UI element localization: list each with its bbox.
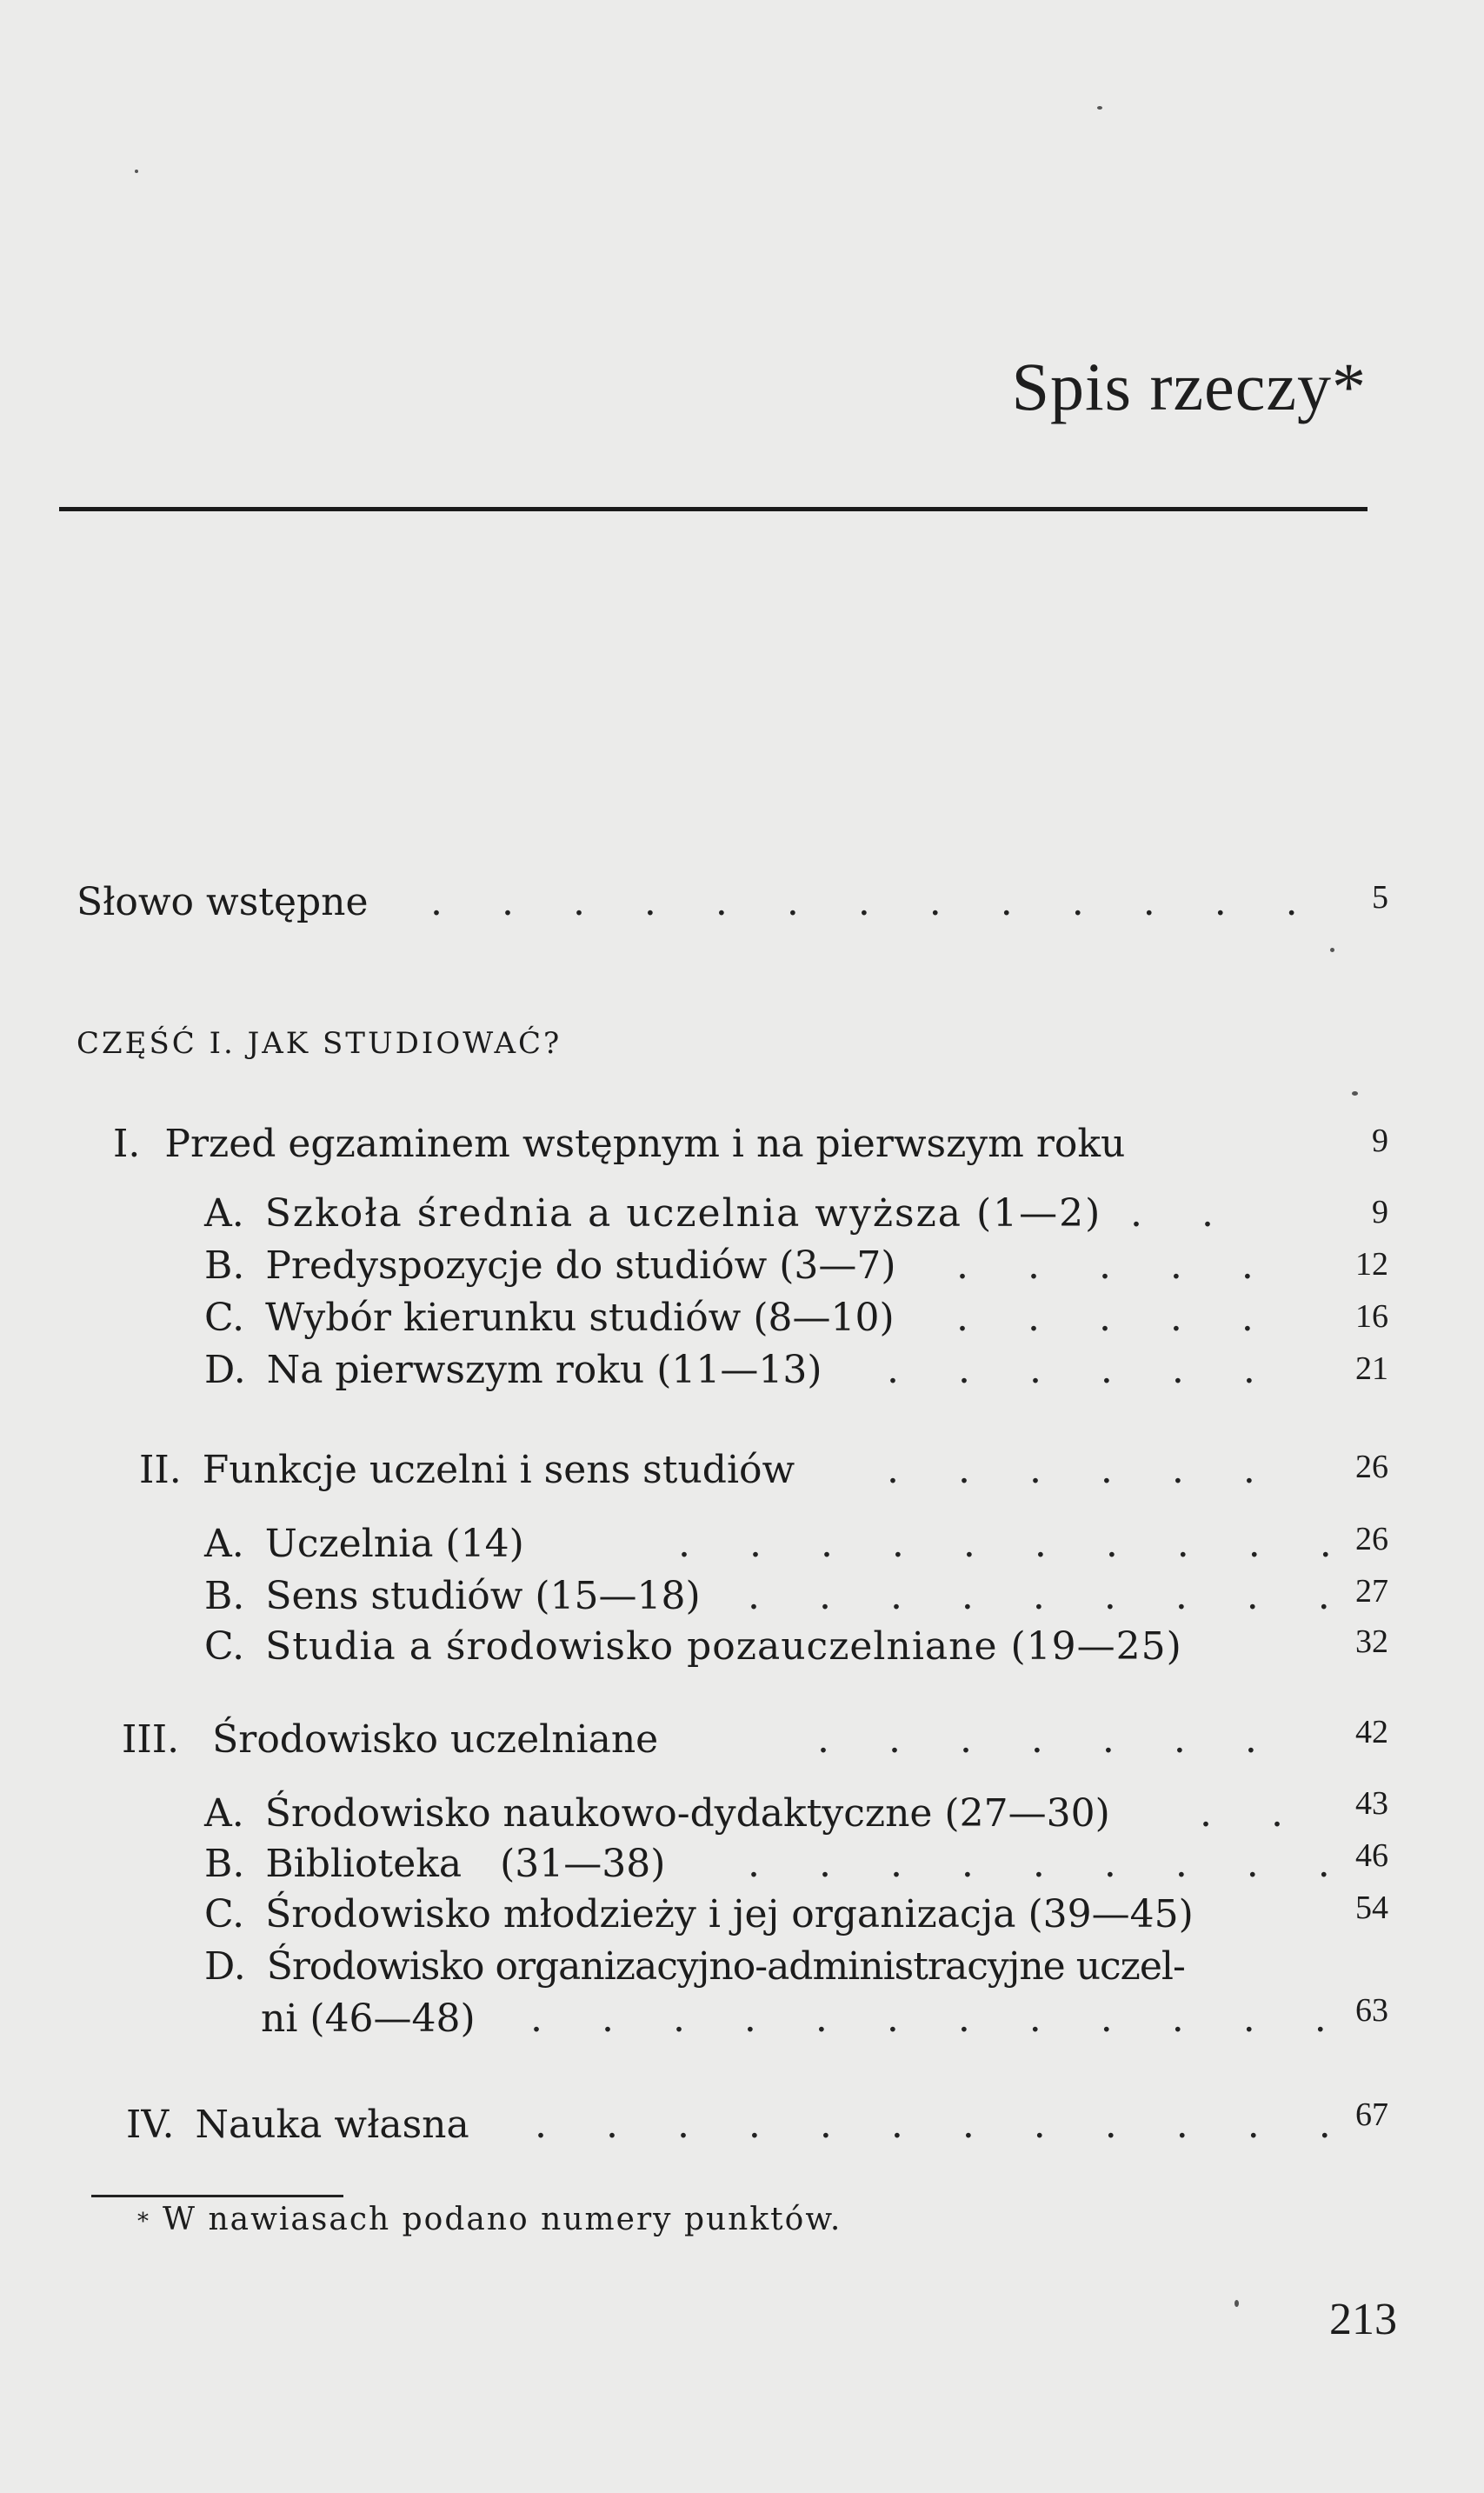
- part-heading: CZĘŚĆ I. JAK STUDIOWAĆ?: [77, 1026, 562, 1061]
- dot-leader: . . . . . . . . . . . .: [535, 2103, 1354, 2147]
- toc-chapter: [126, 2103, 469, 2147]
- section-letter: A.: [204, 1791, 244, 1836]
- toc-page-number: 54: [1355, 1890, 1388, 1926]
- section-letter: A.: [204, 1191, 244, 1236]
- toc-page-number: 12: [1355, 1246, 1388, 1283]
- scan-speck: [1097, 106, 1102, 110]
- toc-entry-label: Słowo wstępne: [77, 880, 369, 924]
- chapter-numeral: IV.: [126, 2103, 175, 2147]
- chapter-title: Środowisko uczelniane: [212, 1717, 659, 1762]
- toc-page-number: 42: [1355, 1714, 1388, 1750]
- section-title: Sens studiów (15—18): [265, 1574, 701, 1618]
- section-title: Szkoła średnia a uczelnia wyższa (1—2): [264, 1191, 1102, 1236]
- toc-page-number: 32: [1355, 1623, 1388, 1660]
- section-title: Studia a środowisko pozauczelniane (19—25): [265, 1624, 1182, 1669]
- chapter-numeral: I.: [113, 1122, 141, 1166]
- dot-leader: . . . . . . .: [817, 1717, 1281, 1762]
- toc-page-number: 27: [1355, 1573, 1388, 1610]
- toc-page-number: 9: [1372, 1123, 1388, 1159]
- toc-chapter: [122, 1717, 658, 1762]
- section-title: Środowisko naukowo-dydaktyczne (27—30): [264, 1791, 1110, 1836]
- chapter-numeral: III.: [122, 1717, 180, 1762]
- dot-leader: . . . . . . . . .: [748, 1574, 1354, 1618]
- section-title: Biblioteka (31—38): [265, 1842, 666, 1886]
- dot-leader: . . . . .: [956, 1296, 1277, 1340]
- scan-speck: [1234, 2300, 1239, 2307]
- toc-page-number: 9: [1372, 1194, 1388, 1230]
- chapter-title: Przed egzaminem wstępnym i na pierwszym roku: [164, 1122, 1126, 1166]
- toc-section: [204, 1944, 1185, 1989]
- toc-page-number: 16: [1355, 1298, 1388, 1335]
- section-letter: C.: [204, 1892, 245, 1936]
- dot-leader: . . . . . .: [887, 1348, 1279, 1392]
- toc-section: [204, 1348, 822, 1392]
- toc-section: [204, 1191, 1101, 1236]
- scan-speck: [135, 170, 138, 173]
- dot-leader: . . . . . . . . . . . . .: [430, 880, 1321, 924]
- toc-section: [204, 1574, 701, 1618]
- footnote-mark: *: [137, 2209, 150, 2235]
- chapter-title: Nauka własna: [195, 2103, 469, 2147]
- section-letter: B.: [204, 1842, 245, 1886]
- page-title: Spis rzeczy*: [1011, 349, 1367, 424]
- dot-leader: . . . . . . . . . . . .: [530, 1996, 1350, 2041]
- footnote-rule: [91, 2195, 343, 2197]
- section-letter: C.: [204, 1624, 245, 1669]
- toc-section: [204, 1296, 895, 1340]
- dot-leader: . . . . . . . . .: [748, 1842, 1354, 1886]
- section-letter: C.: [204, 1296, 245, 1340]
- toc-page-number: 46: [1355, 1837, 1388, 1874]
- toc-section: [204, 1624, 1182, 1669]
- section-title-continuation: ni (46—48): [261, 1996, 476, 2041]
- section-letter: B.: [204, 1243, 245, 1288]
- dot-leader: . .: [1130, 1191, 1237, 1236]
- chapter-title: Funkcje uczelni i sens studiów: [202, 1448, 795, 1492]
- toc-page-number: 26: [1355, 1521, 1388, 1557]
- page-number: 213: [1329, 2295, 1397, 2344]
- section-title: Środowisko organizacyjno-administracyjne uczel-: [266, 1944, 1185, 1989]
- toc-page-number: 43: [1355, 1785, 1388, 1822]
- section-letter: D.: [204, 1944, 246, 1989]
- toc-page-number: 21: [1355, 1350, 1388, 1387]
- section-title: Uczelnia (14): [264, 1522, 524, 1566]
- section-letter: D.: [204, 1348, 246, 1392]
- footnote-text: W nawiasach podano numery punktów.: [163, 2202, 842, 2237]
- dot-leader: . .: [1200, 1791, 1307, 1836]
- dot-leader: . . . . . .: [887, 1448, 1279, 1492]
- toc-page-number: 67: [1355, 2096, 1388, 2133]
- toc-section: [204, 1791, 1110, 1836]
- section-title: Wybór kierunku studiów (8—10): [265, 1296, 895, 1340]
- scan-speck: [1330, 948, 1334, 952]
- footnote: [137, 2202, 842, 2237]
- section-title: Środowisko młodzieży i jej organizacja (39—45): [265, 1892, 1194, 1936]
- section-title: Predyspozycje do studiów (3—7): [265, 1243, 896, 1288]
- toc-chapter: [113, 1122, 1125, 1166]
- toc-section: [204, 1842, 665, 1886]
- toc-entry-preface: [77, 880, 369, 924]
- toc-chapter: [139, 1448, 795, 1492]
- section-title: Na pierwszym roku (11—13): [266, 1348, 822, 1392]
- toc-section-continuation: [261, 1996, 476, 2041]
- toc-page-number: 26: [1355, 1449, 1388, 1485]
- dot-leader: . . . . .: [956, 1243, 1277, 1288]
- chapter-numeral: II.: [139, 1448, 182, 1492]
- toc-section: [204, 1892, 1194, 1936]
- dot-leader: . . . . . . . . . .: [678, 1522, 1355, 1566]
- toc-page-number: 5: [1372, 879, 1388, 916]
- toc-page-number: 63: [1355, 1992, 1388, 2029]
- scan-speck: [1352, 1091, 1358, 1096]
- toc-section: [204, 1522, 524, 1566]
- section-letter: A.: [204, 1522, 244, 1566]
- toc-section: [204, 1243, 896, 1288]
- section-letter: B.: [204, 1574, 245, 1618]
